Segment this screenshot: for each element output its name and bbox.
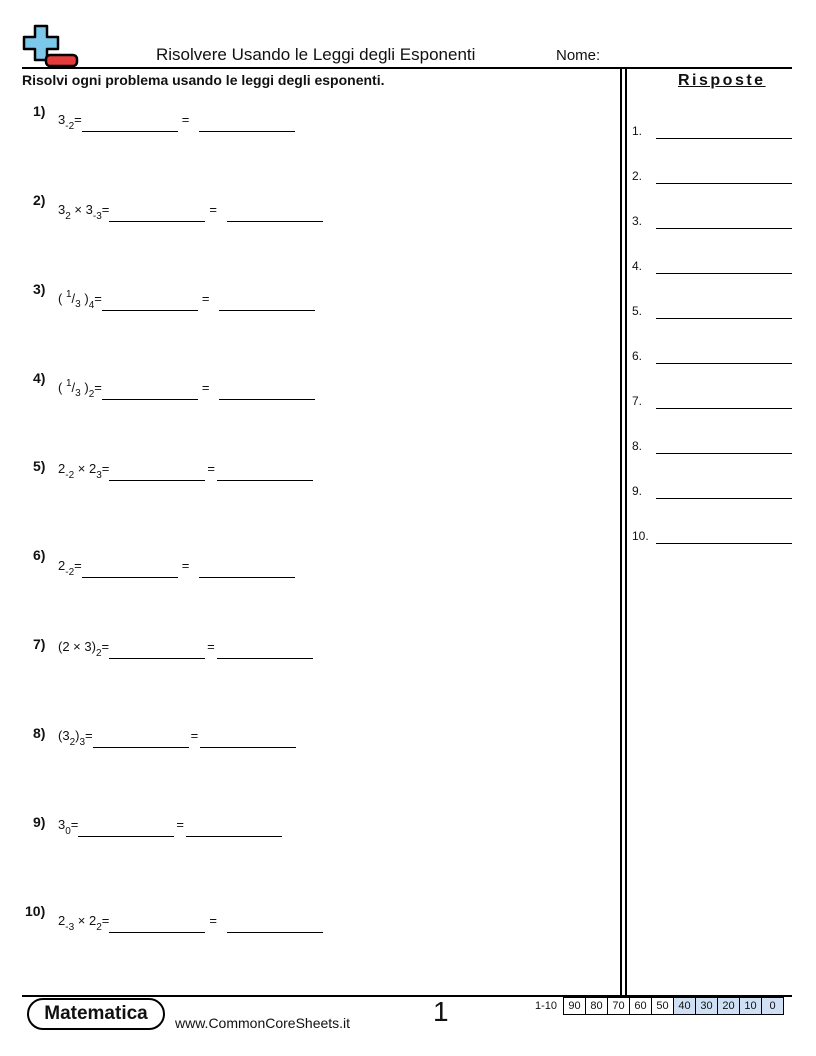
answer-blank[interactable]	[109, 658, 205, 659]
problem-expression: 2 -2 = =	[58, 558, 295, 573]
answer-blank[interactable]	[219, 399, 315, 400]
answer-blank[interactable]	[199, 131, 295, 132]
logo-icon	[22, 24, 80, 68]
answer-number: 6.	[632, 349, 643, 363]
website-link[interactable]: www.CommonCoreSheets.it	[175, 1015, 351, 1031]
answer-number: 3.	[632, 214, 643, 228]
score-cell: 90	[563, 997, 586, 1015]
answer-blank[interactable]	[219, 310, 315, 311]
problem-expression: ( 1 / 3 ) 2 = =	[58, 380, 315, 395]
problem-number: 3)	[33, 281, 46, 297]
answer-blank[interactable]	[217, 658, 313, 659]
answer-blank[interactable]	[186, 836, 282, 837]
column-divider	[620, 67, 622, 997]
answer-blank[interactable]	[109, 932, 205, 933]
answer-line[interactable]	[656, 228, 792, 229]
answer-blank[interactable]	[109, 480, 205, 481]
answer-line[interactable]	[656, 318, 792, 319]
score-cell: 60	[630, 997, 652, 1015]
problem-number: 10)	[25, 903, 46, 919]
score-cell: 0	[762, 997, 784, 1015]
name-label: Nome:	[556, 47, 601, 64]
answer-blank[interactable]	[93, 747, 189, 748]
answer-line[interactable]	[656, 453, 792, 454]
answer-blank[interactable]	[102, 310, 198, 311]
answer-number: 2.	[632, 169, 643, 183]
answer-number: 1.	[632, 124, 643, 138]
problem-number: 5)	[33, 458, 46, 474]
score-scale	[535, 997, 784, 1015]
problem-number: 9)	[33, 814, 46, 830]
score-cell: 20	[718, 997, 740, 1015]
answer-blank[interactable]	[227, 221, 323, 222]
instructions: Risolvi ogni problema usando le leggi degli esponenti.	[22, 72, 385, 88]
problem-expression: 3 -2 = =	[58, 112, 295, 127]
score-cell: 80	[586, 997, 608, 1015]
answer-number: 10.	[632, 529, 649, 543]
problem-expression: 3 2 × 3 -3 = =	[58, 202, 323, 217]
answer-number: 5.	[632, 304, 643, 318]
answer-blank[interactable]	[82, 131, 178, 132]
problem-expression: 2 -2 × 2 3 = =	[58, 461, 313, 476]
answer-number: 9.	[632, 484, 643, 498]
score-cell: 10	[740, 997, 762, 1015]
score-label: 1-10	[535, 1000, 558, 1012]
column-divider	[625, 67, 627, 997]
problem-expression: 3 0 = =	[58, 817, 282, 832]
answer-number: 7.	[632, 394, 643, 408]
problem-number: 6)	[33, 547, 46, 563]
answer-blank[interactable]	[227, 932, 323, 933]
problem-number: 4)	[33, 370, 46, 386]
answer-blank[interactable]	[200, 747, 296, 748]
page-title: Risolvere Usando le Leggi degli Esponenti	[156, 45, 476, 64]
answer-blank[interactable]	[78, 836, 174, 837]
problem-number: 7)	[33, 636, 46, 652]
answer-line[interactable]	[656, 498, 792, 499]
score-cell: 40	[674, 997, 696, 1015]
answer-line[interactable]	[656, 138, 792, 139]
answer-line[interactable]	[656, 408, 792, 409]
problem-number: 2)	[33, 192, 46, 208]
answer-blank[interactable]	[199, 577, 295, 578]
score-cell: 50	[652, 997, 674, 1015]
answer-blank[interactable]	[102, 399, 198, 400]
header-divider	[22, 67, 792, 69]
problem-number: 8)	[33, 725, 46, 741]
problem-number: 1)	[33, 103, 46, 119]
answer-number: 4.	[632, 259, 643, 273]
answer-number: 8.	[632, 439, 643, 453]
score-cell: 70	[608, 997, 630, 1015]
subject-badge: Matematica	[27, 998, 165, 1030]
answer-line[interactable]	[656, 543, 792, 544]
problem-expression: 2 -3 × 2 2 = =	[58, 913, 323, 928]
score-cell: 30	[696, 997, 718, 1015]
problem-expression: ( 2 × 3 ) 2 = =	[58, 639, 313, 654]
problem-expression: ( 3 2 ) 3 = =	[58, 728, 296, 743]
answer-line[interactable]	[656, 273, 792, 274]
answers-title: Risposte	[678, 72, 766, 89]
problem-expression: ( 1 / 3 ) 4 = =	[58, 291, 315, 306]
answer-line[interactable]	[656, 183, 792, 184]
answer-blank[interactable]	[82, 577, 178, 578]
answer-blank[interactable]	[109, 221, 205, 222]
answer-line[interactable]	[656, 363, 792, 364]
answer-blank[interactable]	[217, 480, 313, 481]
page-number: 1	[433, 996, 449, 1027]
